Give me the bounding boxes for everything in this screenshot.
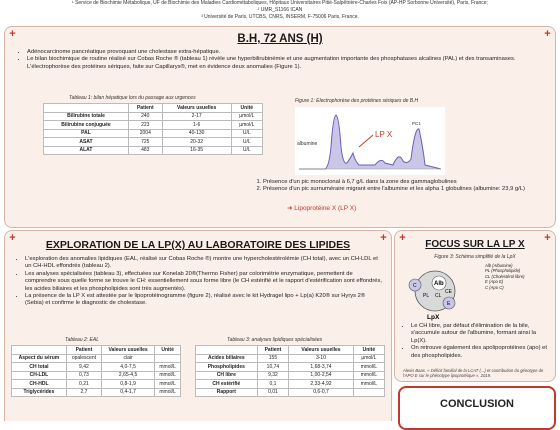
table-cell: 483: [128, 146, 162, 155]
table-cell: 240: [128, 112, 162, 121]
focus-bullet-1: • Le CH libre, par défaut d'élimination de la bile, s'accumule autour de l'albumine, formant ainsi la Lp(X).: [411, 323, 549, 345]
table-cell: Triglycérides: [12, 388, 67, 397]
lpx-label: LP X: [375, 130, 393, 139]
exploration-bullet-3: • La présence de la LP X est attestée par le lipoprotéinogramme (figure 2), réalisé avec le kit Hydragel lipo + Lp(a) K20® sur Hyrys 2® (Sebia) et confirme le diagnostic de cholestase.: [25, 293, 383, 308]
pl-label: PL: [423, 293, 430, 299]
table-cell: 1,00-2,54: [289, 371, 354, 380]
table-row: [12, 388, 181, 397]
table-row: [196, 388, 385, 397]
plus-icon: +: [544, 28, 551, 40]
table-cell: µmol/L: [353, 354, 384, 363]
table1: [43, 103, 263, 155]
c-label: C: [413, 283, 417, 289]
focus-panel: [394, 230, 556, 382]
table-cell: opalescent: [66, 354, 101, 363]
table-row: [196, 354, 385, 363]
table-header: Valeurs usuelles: [289, 346, 354, 355]
table2-caption: Tableau 2: EAL: [65, 337, 100, 343]
table-header-row: [44, 104, 263, 113]
legend-item: CL (Cholestérol libre): [485, 273, 525, 279]
table-row: [12, 363, 181, 372]
lpx-conclusion-text: Lipoprotéine X (LP X): [294, 205, 357, 212]
table-cell: 9,42: [66, 363, 101, 372]
table-row: [196, 363, 385, 372]
table-row: [12, 380, 181, 389]
focus-title: FOCUS SUR LA LP X: [425, 239, 525, 250]
lpx-diagram: [399, 261, 479, 321]
table-cell: 1-6: [162, 121, 231, 130]
table-cell: Rapport: [196, 388, 258, 397]
case-bullets: [15, 49, 535, 71]
table-cell: ALAT: [44, 146, 129, 155]
table-row: [12, 371, 181, 380]
plus-icon: +: [544, 232, 551, 244]
plus-icon: +: [9, 28, 16, 40]
legend-item: C (Apo C): [485, 284, 504, 290]
table-cell: mmol/L: [155, 380, 181, 389]
table-cell: 725: [128, 138, 162, 147]
ce-label: CE: [445, 289, 452, 295]
table-cell: Acides biliaires: [196, 354, 258, 363]
table-cell: 2,7: [66, 388, 101, 397]
legend-item: E (Apo E): [485, 279, 504, 285]
pc-label: PC1: [412, 121, 421, 126]
reference: Alexis Baas. « Déficit familial de la LCAT (...) et contribution du génotype de l'APO E sur le phénotype lipoprotéique », 2019.: [403, 368, 544, 378]
table-cell: CH total: [12, 363, 67, 372]
table-cell: mmol/L: [353, 363, 384, 372]
table-cell: ASAT: [44, 138, 129, 147]
case-bullet-2: • Le bilan biochimique de routine réalisé sur Cobas Roche ® (tableau 1) révèle une hyperbilirubinémie et une augmentation importante des phosphatases alcalines (PAL) et des transaminases. L'électrophorèse des protéines sériques, faite sur Capillarys®, met en évidence deux anomalies (Figure 1).: [27, 56, 535, 71]
table-cell: 0,21: [66, 380, 101, 389]
table-cell: 40-130: [162, 129, 231, 138]
cl-label: CL: [435, 293, 442, 299]
table-cell: PAL: [44, 129, 129, 138]
albumine-label: albumine: [297, 141, 318, 147]
table-cell: 155: [257, 354, 289, 363]
table-header: [44, 104, 129, 113]
table-cell: CH libre: [196, 371, 258, 380]
exploration-title: EXPLORATION DE LA LP(X) AU LABORATOIRE DES LIPIDES: [45, 239, 351, 251]
table-cell: µmol/L: [231, 112, 262, 121]
plus-icon: +: [9, 232, 16, 244]
table-cell: 1,68-3,74: [289, 363, 354, 372]
affiliations: [0, 0, 560, 21]
table-header: Unité: [231, 104, 262, 113]
table-header: [196, 346, 258, 355]
exploration-bullet-2: • Les analyses spécialisées (tableau 3), effectuées sur Konelab 20®(Thermo Fisher) par colorimétrie enzymatique, permettent de comprendre sous quelle forme se trouve le CH: essentiellement sous forme libre (le CH estérifié et le rapport d'estérification sont effondrés, les acides biliaires et les phospholipides sont très augmentés).: [25, 271, 383, 293]
case-panel: [4, 26, 556, 228]
e-label: E: [447, 301, 451, 307]
table1-caption: Tableau 1: bilan hépatique lors du passage aux urgences: [69, 95, 196, 101]
table-cell: mmol/L: [155, 363, 181, 372]
table-cell: 0,8-1,9: [101, 380, 154, 389]
table-cell: 0,1: [257, 380, 289, 389]
table-cell: Bilirubine conjuguée: [44, 121, 129, 130]
table-header: Patient: [66, 346, 101, 355]
table-header: Unité: [353, 346, 384, 355]
findings-list: [251, 179, 541, 194]
table-row: [12, 354, 181, 363]
table-cell: 0,73: [66, 371, 101, 380]
table-row: [44, 121, 263, 130]
table-cell: 2,65-4,5: [101, 371, 154, 380]
electrophoresis-figure: [295, 107, 445, 175]
affiliation-2: ² UMR_S1166 ICAN: [257, 7, 303, 13]
table-cell: 9,32: [257, 371, 289, 380]
table-cell: Aspect du sérum: [12, 354, 67, 363]
case-bullet-1: • Adénocarcinome pancréatique provoquant une cholestase extra-hépatique.: [27, 49, 535, 56]
conclusion-panel: [398, 386, 556, 430]
table-cell: 223: [128, 121, 162, 130]
affiliation-3: ³ Université de Paris, UTCBS, CNRS, INSERM, F-75006 Paris, France.: [201, 14, 359, 20]
table-row: [196, 371, 385, 380]
table-row: [44, 146, 263, 155]
table-header: Valeurs usuelles: [162, 104, 231, 113]
table-cell: Bilirubine totale: [44, 112, 129, 121]
table-cell: 2,33-4,92: [289, 380, 354, 389]
focus-bullet-2: • On retrouve également des apolipoprotéines (apo) et des phospholipides.: [411, 345, 549, 360]
table-cell: [155, 354, 181, 363]
table-cell: CH-LDL: [12, 371, 67, 380]
focus-bullets: [399, 323, 549, 360]
table3: [195, 345, 385, 397]
affiliation-1: ¹ Service de Biochimie Métabolique, UF de Biochimie des Maladies Cardiométaboliques, Hôpitaux Universitaires Pitié-Salpêtrière-Charles Foix (AP-HP Sorbonne Université), Paris, France;: [72, 0, 488, 6]
finding-2: 2. Présence d'un pic surnuméraire migrant entre l'albumine et les alpha 1 globulines (albumine: 23,9 g/L): [263, 186, 541, 193]
table-cell: mmol/L: [353, 371, 384, 380]
table-cell: CH-HDL: [12, 380, 67, 389]
table-cell: 0,4-1,7: [101, 388, 154, 397]
figure3-caption: Figure 3: Schéma simplifié de la LpX: [434, 254, 516, 260]
table-cell: U/L: [231, 138, 262, 147]
table-header: Unité: [155, 346, 181, 355]
plus-icon: +: [399, 232, 406, 244]
table2: [11, 345, 181, 397]
table-header-row: [12, 346, 181, 355]
table-cell: 2-17: [162, 112, 231, 121]
diagram-legend: [485, 263, 525, 290]
table-row: [44, 112, 263, 121]
table-cell: 10,74: [257, 363, 289, 372]
table-cell: CH estérifié: [196, 380, 258, 389]
table-cell: 3-10: [289, 354, 354, 363]
plus-icon: +: [380, 232, 387, 244]
table-cell: 4,0-7,5: [101, 363, 154, 372]
exploration-panel: [4, 230, 392, 421]
finding-1: 1. Présence d'un pic monoclonal à 6,7 g/L dans la zone des gammaglobulines: [263, 179, 541, 186]
table-cell: 16-35: [162, 146, 231, 155]
table-header-row: [196, 346, 385, 355]
table-row: [44, 138, 263, 147]
table-cell: µmol/L: [231, 121, 262, 130]
case-title: B.H, 72 ANS (H): [237, 33, 323, 45]
exploration-bullets: [13, 256, 383, 308]
table-cell: 0,6-0,7: [289, 388, 354, 397]
exploration-bullet-1: • L'exploration des anomalies lipidiques (EAL, réalisé sur Cobas Roche ®) montre une hypercholestérolémie (CH total), avec un CH-LDL et un CH-HDL effondrés (tableau 2).: [25, 256, 383, 271]
table-cell: clair: [101, 354, 154, 363]
table-cell: [353, 388, 384, 397]
table-header: [12, 346, 67, 355]
table-header: Valeurs usuelles: [101, 346, 154, 355]
table-cell: 20-32: [162, 138, 231, 147]
table-cell: mmol/L: [155, 388, 181, 397]
table-cell: mmol/L: [155, 371, 181, 380]
alb-label: Alb: [434, 281, 444, 287]
table-cell: U/L: [231, 146, 262, 155]
lpx-conclusion: [287, 204, 356, 212]
table-cell: Phospholipides: [196, 363, 258, 372]
legend-item: Alb (Albumine): [485, 263, 513, 268]
figure1-caption: Figure 1: Electrophorèse des protéines sériques de B.H: [295, 98, 419, 104]
table-header: Patient: [128, 104, 162, 113]
table-header: Patient: [257, 346, 289, 355]
table-row: [44, 129, 263, 138]
table-cell: 0,01: [257, 388, 289, 397]
conclusion-title: CONCLUSION: [440, 398, 514, 410]
lpx-name: LpX: [427, 314, 440, 321]
arrow-right-icon: ➜: [287, 205, 295, 212]
table-cell: U/L: [231, 129, 262, 138]
table-row: [196, 380, 385, 389]
table3-caption: Tableau 3: analyses lipidiques spécialisées: [227, 337, 323, 343]
table-cell: mmol/L: [353, 380, 384, 389]
table-cell: 2004: [128, 129, 162, 138]
legend-item: PL (Phospholipide): [485, 268, 521, 274]
